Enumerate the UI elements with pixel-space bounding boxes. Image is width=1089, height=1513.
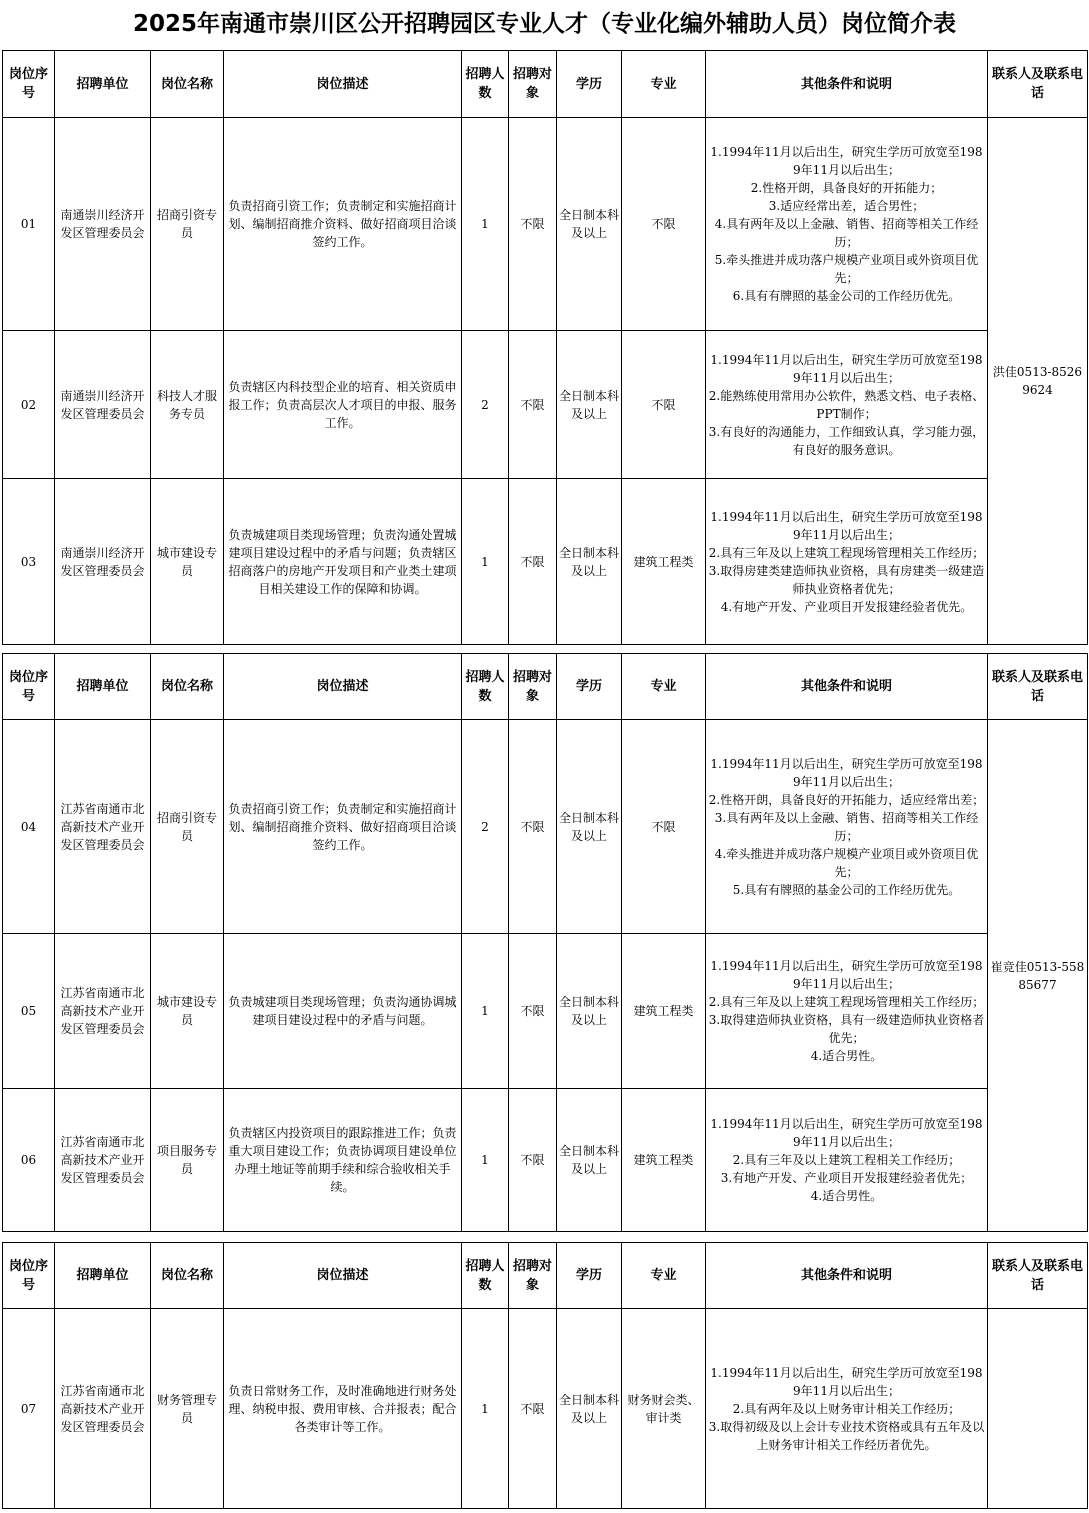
- header-major: 专业: [622, 1243, 706, 1309]
- job-desc: 负责城建项目类现场管理；负责沟通协调城建项目建设过程中的矛盾与问题。: [224, 934, 462, 1089]
- condition-item: 3.有良好的沟通能力，工作细致认真，学习能力强，有良好的服务意识。: [708, 424, 985, 457]
- contact-cell: 崔竞佳0513-55885677: [988, 720, 1088, 1232]
- job-seq: 04: [3, 720, 55, 934]
- contact-cell: 洪佳0513-85269624: [988, 118, 1088, 645]
- condition-item: 5.具有有牌照的基金公司的工作经历优先。: [732, 882, 961, 897]
- job-edu: 全日制本科及以上: [557, 118, 622, 331]
- header-cond: 其他条件和说明: [706, 51, 988, 118]
- condition-item: 4.具有两年及以上金融、销售、招商等相关工作经历；: [714, 217, 979, 249]
- condition-item: 1.1994年11月以后出生，研究生学历可放宽至1989年11月以后出生；: [710, 756, 983, 789]
- contact-cell-empty: [988, 1309, 1088, 1509]
- jobs-table-section-3: [2, 1242, 1088, 1509]
- header-position: 岗位名称: [151, 51, 224, 118]
- condition-item: 4.适合男性。: [810, 1189, 883, 1203]
- job-major: 不限: [622, 720, 706, 934]
- job-edu: 全日制本科及以上: [557, 720, 622, 934]
- job-position: 城市建设专员: [151, 934, 224, 1089]
- job-unit: 江苏省南通市北高新技术产业开发区管理委员会: [55, 934, 151, 1089]
- job-conditions: [706, 934, 988, 1089]
- header-contact: 联系人及联系电话: [988, 51, 1088, 118]
- header-target: 招聘对象: [509, 1243, 557, 1309]
- job-count: 1: [462, 934, 509, 1089]
- condition-item: 2.具有三年及以上建筑工程现场管理相关工作经历；: [708, 545, 985, 560]
- job-count: 1: [462, 1089, 509, 1232]
- condition-item: 1.1994年11月以后出生，研究生学历可放宽至1989年11月以后出生；: [710, 352, 983, 385]
- job-edu: 全日制本科及以上: [557, 1309, 622, 1509]
- header-unit: 招聘单位: [55, 654, 151, 720]
- job-seq: 05: [3, 934, 55, 1089]
- job-conditions: [706, 1309, 988, 1509]
- condition-item: 2.具有三年及以上建筑工程现场管理相关工作经历；: [708, 995, 985, 1009]
- job-target: 不限: [509, 331, 557, 479]
- header-cond: 其他条件和说明: [706, 654, 988, 720]
- table-row: [3, 1309, 1088, 1509]
- job-unit: 江苏省南通市北高新技术产业开发区管理委员会: [55, 1089, 151, 1232]
- condition-item: 2.性格开朗，具备良好的开拓能力，适应经常出差；: [708, 792, 985, 807]
- job-count: 1: [462, 118, 509, 331]
- header-row: [3, 654, 1088, 720]
- condition-item: 5.牵头推进并成功落户规模产业项目或外资项目优先；: [714, 253, 979, 285]
- header-cond: 其他条件和说明: [706, 1243, 988, 1309]
- header-row: [3, 51, 1088, 118]
- header-contact: 联系人及联系电话: [988, 1243, 1088, 1309]
- job-target: 不限: [509, 479, 557, 645]
- header-contact: 联系人及联系电话: [988, 654, 1088, 720]
- header-count: 招聘人数: [462, 654, 509, 720]
- header-seq: 岗位序号: [3, 51, 55, 118]
- job-seq: 06: [3, 1089, 55, 1232]
- job-edu: 全日制本科及以上: [557, 934, 622, 1089]
- job-target: 不限: [509, 1089, 557, 1232]
- job-conditions: [706, 118, 988, 331]
- header-unit: 招聘单位: [55, 1243, 151, 1309]
- condition-item: 2.具有三年及以上建筑工程相关工作经历；: [732, 1153, 961, 1167]
- job-desc: 负责辖区内投资项目的跟踪推进工作；负责重大项目建设工作；负责协调项目建设单位办理土地证等前期手续和综合验收相关手续。: [224, 1089, 462, 1232]
- job-major: 建筑工程类: [622, 479, 706, 645]
- header-edu: 学历: [557, 654, 622, 720]
- job-conditions: [706, 720, 988, 934]
- job-unit: 江苏省南通市北高新技术产业开发区管理委员会: [55, 720, 151, 934]
- job-seq: 02: [3, 331, 55, 479]
- header-target: 招聘对象: [509, 654, 557, 720]
- table-row: [3, 934, 1088, 1089]
- job-target: 不限: [509, 1309, 557, 1509]
- condition-item: 2.能熟练使用常用办公软件，熟悉文档、电子表格、PPT制作；: [708, 388, 985, 421]
- header-count: 招聘人数: [462, 51, 509, 118]
- job-unit: 江苏省南通市北高新技术产业开发区管理委员会: [55, 1309, 151, 1509]
- condition-item: 1.1994年11月以后出生，研究生学历可放宽至1989年11月以后出生；: [710, 1365, 983, 1398]
- job-position: 财务管理专员: [151, 1309, 224, 1509]
- condition-item: 3.取得建造师执业资格，具有一级建造师执业资格者优先；: [708, 1013, 985, 1045]
- job-unit: 南通崇川经济开发区管理委员会: [55, 118, 151, 331]
- condition-item: 1.1994年11月以后出生，研究生学历可放宽至1989年11月以后出生；: [710, 145, 983, 177]
- job-unit: 南通崇川经济开发区管理委员会: [55, 331, 151, 479]
- job-major: 不限: [622, 118, 706, 331]
- job-desc: 负责招商引资工作；负责制定和实施招商计划、编制招商推介资料、做好招商项目洽谈签约工作。: [224, 720, 462, 934]
- condition-item: 3.适应经常出差，适合男性；: [768, 199, 925, 213]
- job-count: 1: [462, 1309, 509, 1509]
- condition-item: 2.具有两年及以上财务审计相关工作经历；: [732, 1401, 961, 1416]
- header-count: 招聘人数: [462, 1243, 509, 1309]
- job-major: 建筑工程类: [622, 934, 706, 1089]
- condition-item: 4.适合男性。: [810, 1049, 883, 1063]
- condition-item: 1.1994年11月以后出生，研究生学历可放宽至1989年11月以后出生；: [710, 509, 983, 542]
- header-seq: 岗位序号: [3, 1243, 55, 1309]
- job-desc: 负责辖区内科技型企业的培育、相关资质申报工作；负责高层次人才项目的申报、服务工作。: [224, 331, 462, 479]
- condition-item: 3.具有两年及以上金融、销售、招商等相关工作经历；: [714, 810, 979, 843]
- job-target: 不限: [509, 934, 557, 1089]
- header-major: 专业: [622, 51, 706, 118]
- job-count: 2: [462, 331, 509, 479]
- condition-item: 1.1994年11月以后出生，研究生学历可放宽至1989年11月以后出生；: [710, 959, 983, 991]
- header-row: [3, 1243, 1088, 1309]
- table-row: [3, 479, 1088, 645]
- jobs-table-section-2: [2, 653, 1088, 1232]
- job-desc: 负责日常财务工作，及时准确地进行财务处理、纳税申报、费用审核、合并报表；配合各类审计等工作。: [224, 1309, 462, 1509]
- job-conditions: [706, 479, 988, 645]
- job-seq: 01: [3, 118, 55, 331]
- job-count: 2: [462, 720, 509, 934]
- job-edu: 全日制本科及以上: [557, 331, 622, 479]
- job-position: 科技人才服务专员: [151, 331, 224, 479]
- condition-item: 4.牵头推进并成功落户规模产业项目或外资项目优先；: [714, 846, 979, 879]
- job-seq: 03: [3, 479, 55, 645]
- job-conditions: [706, 331, 988, 479]
- header-desc: 岗位描述: [224, 1243, 462, 1309]
- header-target: 招聘对象: [509, 51, 557, 118]
- job-desc: 负责招商引资工作；负责制定和实施招商计划、编制招商推介资料、做好招商项目洽谈签约工作。: [224, 118, 462, 331]
- header-position: 岗位名称: [151, 1243, 224, 1309]
- header-desc: 岗位描述: [224, 654, 462, 720]
- job-conditions: [706, 1089, 988, 1232]
- table-row: [3, 331, 1088, 479]
- job-unit: 南通崇川经济开发区管理委员会: [55, 479, 151, 645]
- job-target: 不限: [509, 118, 557, 331]
- header-edu: 学历: [557, 1243, 622, 1309]
- job-position: 招商引资专员: [151, 118, 224, 331]
- job-major: 不限: [622, 331, 706, 479]
- job-position: 招商引资专员: [151, 720, 224, 934]
- condition-item: 3.取得初级及以上会计专业技术资格或具有五年及以上财务审计相关工作经历者优先。: [708, 1419, 985, 1452]
- jobs-table-section-1: [2, 50, 1088, 645]
- condition-item: 1.1994年11月以后出生，研究生学历可放宽至1989年11月以后出生；: [710, 1117, 983, 1149]
- header-desc: 岗位描述: [224, 51, 462, 118]
- table-row: [3, 1089, 1088, 1232]
- header-position: 岗位名称: [151, 654, 224, 720]
- header-major: 专业: [622, 654, 706, 720]
- page-title: 2025年南通市崇川区公开招聘园区专业人才（专业化编外辅助人员）岗位简介表: [132, 11, 956, 37]
- condition-item: 3.取得房建类建造师执业资格，具有房建类一级建造师执业资格者优先；: [708, 563, 985, 596]
- job-major: 财务财会类、审计类: [622, 1309, 706, 1509]
- header-edu: 学历: [557, 51, 622, 118]
- header-seq: 岗位序号: [3, 654, 55, 720]
- condition-item: 6.具有有牌照的基金公司的工作经历优先。: [732, 289, 961, 303]
- condition-item: 2.性格开朗，具备良好的开拓能力；: [750, 181, 943, 195]
- job-count: 1: [462, 479, 509, 645]
- job-desc: 负责城建项目类现场管理；负责沟通处置城建项目建设过程中的矛盾与问题；负责辖区招商落户的房地产开发项目和产业类土建项目相关建设工作的保障和协调。: [224, 479, 462, 645]
- job-target: 不限: [509, 720, 557, 934]
- condition-item: 3.有地产开发、产业项目开发报建经验者优先；: [720, 1171, 973, 1185]
- job-edu: 全日制本科及以上: [557, 1089, 622, 1232]
- job-position: 城市建设专员: [151, 479, 224, 645]
- job-major: 建筑工程类: [622, 1089, 706, 1232]
- job-position: 项目服务专员: [151, 1089, 224, 1232]
- job-seq: 07: [3, 1309, 55, 1509]
- job-edu: 全日制本科及以上: [557, 479, 622, 645]
- condition-item: 4.有地产开发、产业项目开发报建经验者优先。: [720, 599, 973, 614]
- header-unit: 招聘单位: [55, 51, 151, 118]
- table-row: [3, 118, 1088, 331]
- table-row: [3, 720, 1088, 934]
